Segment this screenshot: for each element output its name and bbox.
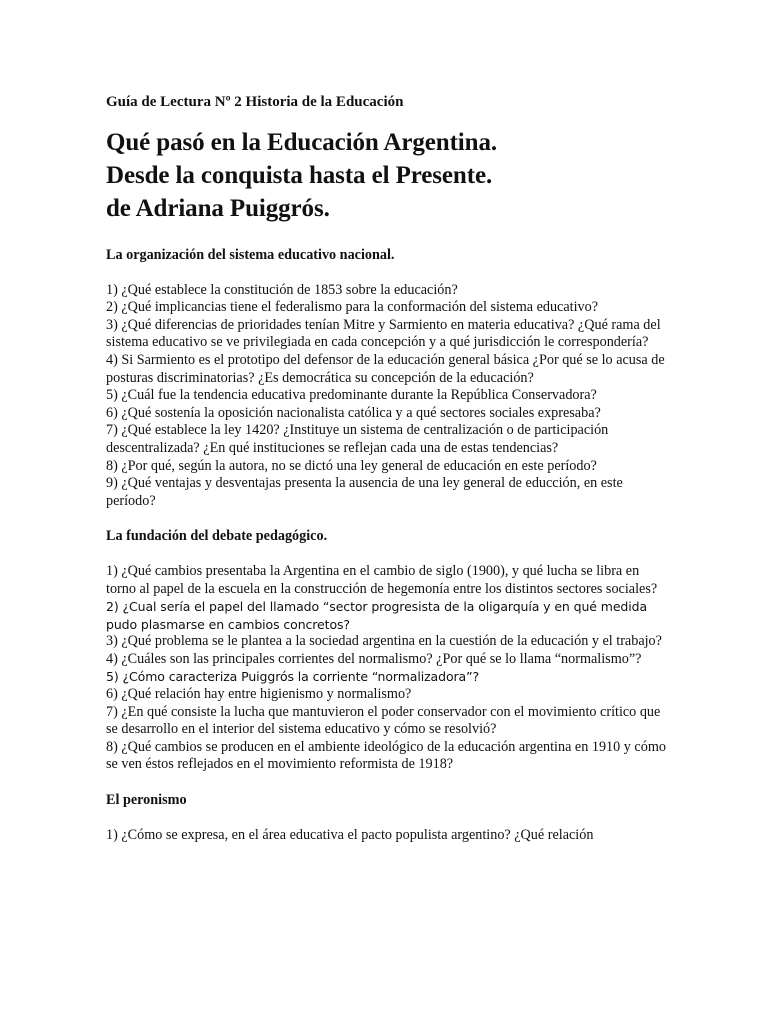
question: 2) ¿Cual sería el papel del llamado “sector progresista de la oligarquía y en qué medida pudo plasmarse en cambios concretos? (106, 599, 648, 632)
question: 3) ¿Qué diferencias de prioridades tenían Mitre y Sarmiento en materia educativa? ¿Qué rama del sistema educativo se ve privilegiada en cada concepción y a qué jurisdicción le correspondería? (106, 316, 661, 351)
question: 4) Si Sarmiento es el prototipo del defensor de la educación general básica ¿Por qué se lo acusa de posturas discriminatorias? ¿Es democrática su concepción de la educación? (106, 351, 665, 386)
question: 2) ¿Qué implicancias tiene el federalismo para la conformación del sistema educativo? (106, 299, 599, 316)
main-title-line: Qué pasó en la Educación Argentina. (106, 129, 497, 156)
main-title (106, 126, 666, 225)
section-organizacion (106, 247, 666, 510)
question: 8) ¿Qué cambios se producen en el ambiente ideológico de la educación argentina en 1910 y cómo se ven éstos reflejados en el movimiento reformista de 1918? (106, 738, 666, 773)
guide-title: Guía de Lectura Nº 2 Historia de la Educación (106, 94, 404, 110)
document-body (106, 92, 666, 844)
section-heading: El peronismo (106, 792, 187, 809)
question: 1) ¿Cómo se expresa, en el área educativa el pacto populista argentino? ¿Qué relación (106, 826, 594, 843)
question: 4) ¿Cuáles son las principales corrientes del normalismo? ¿Por qué se lo llama “normalismo”? (106, 650, 642, 667)
question: 9) ¿Qué ventajas y desventajas presenta la ausencia de una ley general de educción, en este período? (106, 475, 623, 509)
section-debate-pedagogico (106, 528, 666, 774)
main-title-line: de Adriana Puiggrós. (106, 195, 330, 222)
question: 5) ¿Cuál fue la tendencia educativa predominante durante la República Conservadora? (106, 387, 597, 404)
section-peronismo (106, 792, 666, 844)
question: 3) ¿Qué problema se le plantea a la sociedad argentina en la cuestión de la educación y el trabajo? (106, 633, 662, 650)
question: 7) ¿En qué consiste la lucha que mantuvieron el poder conservador con el movimiento crítico que se desarrollo en el interior del sistema educativo y cómo se resolvió? (106, 703, 661, 738)
question: 6) ¿Qué sostenía la oposición nacionalista católica y a qué sectores sociales expresaba? (106, 404, 601, 421)
question: 8) ¿Por qué, según la autora, no se dictó una ley general de educación en este período? (106, 457, 597, 474)
section-heading: La organización del sistema educativo nacional. (106, 247, 395, 263)
section-heading: La fundación del debate pedagógico. (106, 528, 328, 545)
question: 1) ¿Qué cambios presentaba la Argentina en el cambio de siglo (1900), y qué lucha se libra en torno al papel de la escuela en la construcción de hegemonía entre los distintos sectores sociales? (106, 562, 658, 597)
question: 5) ¿Cómo caracteriza Puiggrós la corriente “normalizadora”? (106, 669, 480, 685)
question: 1) ¿Qué establece la constitución de 1853 sobre la educación? (106, 281, 458, 298)
question: 7) ¿Qué establece la ley 1420? ¿Instituye un sistema de centralización o de participación descentralizada? ¿En qué instituciones se reflejan cada una de estas tendencias? (106, 422, 609, 456)
main-title-line: Desde la conquista hasta el Presente. (106, 162, 493, 189)
question: 6) ¿Qué relación hay entre higienismo y normalismo? (106, 686, 412, 703)
